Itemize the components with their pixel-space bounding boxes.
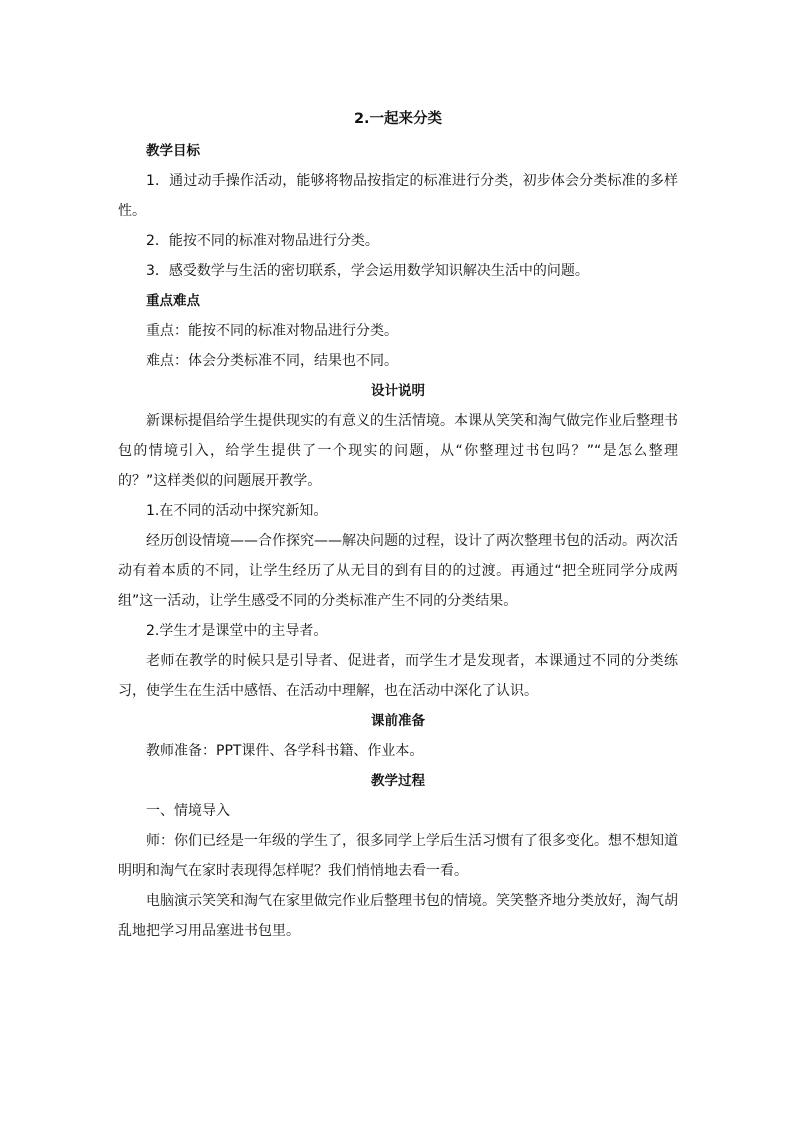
goal-3: 3．感受数学与生活的密切联系，学会运用数学知识解决生活中的问题。: [146, 263, 589, 279]
difficult-point: 难点：体会分类标准不同，结果也不同。: [146, 353, 398, 369]
document-title: 2.一起来分类: [353, 111, 443, 127]
heading-class-preparation: 课前准备: [371, 713, 425, 729]
design-paragraph-1: 新课标提倡给学生提供现实的有意义的生活情境。本课从笑笑和淘气做完作业后整理书包的情境引入，给学生提供了一个现实的问题，从“你整理过书包吗？”“是怎么整理的？”这样类似的问题展开教学。: [118, 413, 678, 489]
goal-2: 2．能按不同的标准对物品进行分类。: [146, 233, 379, 249]
heading-teaching-goals: 教学目标: [146, 143, 200, 159]
process-paragraph-3: 电脑演示笑笑和淘气在家里做完作业后整理书包的情境。笑笑整齐地分类放好，淘气胡乱地把学习用品塞进书包里。: [118, 893, 678, 939]
heading-key-difficult: 重点难点: [146, 293, 200, 309]
key-point: 重点：能按不同的标准对物品进行分类。: [146, 323, 398, 339]
heading-design-notes: 设计说明: [371, 383, 425, 399]
design-paragraph-4: 2.学生才是课堂中的主导者。: [146, 623, 328, 639]
design-paragraph-2: 1.在不同的活动中探究新知。: [146, 503, 328, 519]
design-paragraph-3: 经历创设情境——合作探究——解决问题的过程，设计了两次整理书包的活动。两次活动有着本质的不同，让学生经历了从无目的到有目的的过渡。再通过“把全班同学分成两组”这一活动，让学生感受不同的分类标准产生不同的分类结果。: [118, 533, 678, 609]
design-paragraph-5: 老师在教学的时候只是引导者、促进者，而学生才是发现者，本课通过不同的分类练习，使学生在生活中感悟、在活动中理解，也在活动中深化了认识。: [118, 653, 678, 699]
heading-teaching-process: 教学过程: [371, 773, 425, 789]
process-paragraph-2: 师：你们已经是一年级的学生了，很多同学上学后生活习惯有了很多变化。想不想知道明明和淘气在家时表现得怎样呢？我们悄悄地去看一看。: [118, 833, 678, 879]
goal-1: 1．通过动手操作活动，能够将物品按指定的标准进行分类，初步体会分类标准的多样性。: [118, 173, 678, 219]
process-paragraph-1: 一、情境导入: [146, 803, 230, 819]
preparation-paragraph: 教师准备：PPT课件、各学科书籍、作业本。: [146, 743, 424, 759]
document-page: [118, 96, 678, 946]
